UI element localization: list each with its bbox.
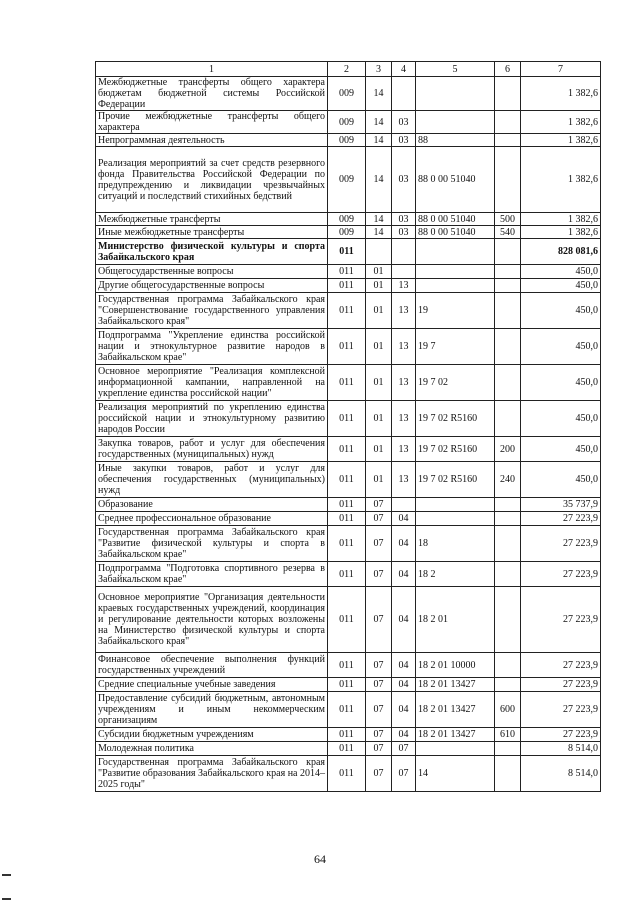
row-expense-type-cell <box>495 562 521 587</box>
row-expense-type-cell <box>495 678 521 692</box>
row-section-cell: 14 <box>366 226 392 239</box>
row-name-cell: Другие общегосударственные вопросы <box>96 279 328 293</box>
table-row <box>96 692 601 728</box>
row-name-cell: Министерство физической культуры и спорта Забайкальского края <box>96 239 328 265</box>
table-row <box>96 498 601 512</box>
row-name-cell: Государственная программа Забайкальского края "Совершенствование государственного управления Забайкальского края" <box>96 293 328 329</box>
row-amount-cell: 1 382,6 <box>521 77 601 111</box>
row-target-article-cell: 18 2 01 13427 <box>416 728 495 742</box>
binding-mark <box>2 874 11 876</box>
row-ministry-code-cell: 011 <box>328 329 366 365</box>
row-name-cell: Среднее профессиональное образование <box>96 512 328 526</box>
table-row <box>96 265 601 279</box>
row-subsection-cell <box>392 498 416 512</box>
row-amount-cell: 27 223,9 <box>521 562 601 587</box>
table-row <box>96 213 601 226</box>
row-section-cell: 14 <box>366 134 392 147</box>
row-name-cell: Образование <box>96 498 328 512</box>
column-header: 7 <box>521 62 601 77</box>
row-subsection-cell: 04 <box>392 562 416 587</box>
row-target-article-cell: 14 <box>416 756 495 792</box>
table-row <box>96 728 601 742</box>
table-row <box>96 279 601 293</box>
row-subsection-cell: 04 <box>392 512 416 526</box>
row-section-cell: 01 <box>366 293 392 329</box>
row-target-article-cell: 18 2 01 13427 <box>416 678 495 692</box>
row-ministry-code-cell: 009 <box>328 147 366 213</box>
row-section-cell: 01 <box>366 401 392 437</box>
row-expense-type-cell <box>495 742 521 756</box>
row-section-cell: 01 <box>366 265 392 279</box>
row-target-article-cell: 18 2 01 13427 <box>416 692 495 728</box>
row-amount-cell: 27 223,9 <box>521 692 601 728</box>
row-ministry-code-cell: 011 <box>328 678 366 692</box>
row-subsection-cell: 04 <box>392 587 416 653</box>
row-target-article-cell <box>416 111 495 134</box>
row-name-cell: Межбюджетные трансферты <box>96 213 328 226</box>
row-amount-cell: 450,0 <box>521 293 601 329</box>
row-name-cell: Реализация мероприятий за счет средств резервного фонда Правительства Российской Федерации по предупреждению и ликвидации чрезвычайных ситуаций и последствий стихийных бедствий <box>96 147 328 213</box>
row-name-cell: Прочие межбюджетные трансферты общего характера <box>96 111 328 134</box>
row-name-cell: Иные закупки товаров, работ и услуг для обеспечения государственных (муниципальных) нужд <box>96 462 328 498</box>
table-row <box>96 239 601 265</box>
row-subsection-cell <box>392 239 416 265</box>
row-expense-type-cell: 240 <box>495 462 521 498</box>
row-subsection-cell: 13 <box>392 437 416 462</box>
row-name-cell: Молодежная политика <box>96 742 328 756</box>
budget-table <box>95 61 601 792</box>
row-subsection-cell: 03 <box>392 226 416 239</box>
row-subsection-cell: 03 <box>392 213 416 226</box>
row-expense-type-cell <box>495 111 521 134</box>
row-expense-type-cell <box>495 279 521 293</box>
row-subsection-cell: 13 <box>392 365 416 401</box>
row-section-cell: 14 <box>366 147 392 213</box>
row-subsection-cell: 13 <box>392 329 416 365</box>
row-target-article-cell: 19 7 02 R5160 <box>416 462 495 498</box>
row-amount-cell: 450,0 <box>521 279 601 293</box>
row-target-article-cell <box>416 265 495 279</box>
row-ministry-code-cell: 011 <box>328 462 366 498</box>
row-subsection-cell: 13 <box>392 401 416 437</box>
row-amount-cell: 8 514,0 <box>521 756 601 792</box>
row-expense-type-cell <box>495 77 521 111</box>
row-subsection-cell: 04 <box>392 678 416 692</box>
row-subsection-cell <box>392 265 416 279</box>
row-ministry-code-cell: 011 <box>328 728 366 742</box>
row-section-cell: 07 <box>366 587 392 653</box>
row-section-cell: 07 <box>366 742 392 756</box>
table-row <box>96 437 601 462</box>
row-ministry-code-cell: 011 <box>328 692 366 728</box>
row-section-cell: 01 <box>366 279 392 293</box>
row-name-cell: Иные межбюджетные трансферты <box>96 226 328 239</box>
row-expense-type-cell <box>495 401 521 437</box>
row-section-cell: 07 <box>366 653 392 678</box>
row-section-cell: 07 <box>366 692 392 728</box>
row-ministry-code-cell: 011 <box>328 239 366 265</box>
row-target-article-cell <box>416 77 495 111</box>
row-target-article-cell <box>416 239 495 265</box>
row-ministry-code-cell: 011 <box>328 279 366 293</box>
row-amount-cell: 1 382,6 <box>521 226 601 239</box>
row-target-article-cell: 88 <box>416 134 495 147</box>
row-amount-cell: 450,0 <box>521 437 601 462</box>
row-ministry-code-cell: 011 <box>328 437 366 462</box>
row-ministry-code-cell: 011 <box>328 365 366 401</box>
row-ministry-code-cell: 011 <box>328 265 366 279</box>
row-name-cell: Общегосударственные вопросы <box>96 265 328 279</box>
row-section-cell: 14 <box>366 77 392 111</box>
row-amount-cell: 27 223,9 <box>521 653 601 678</box>
table-row <box>96 401 601 437</box>
row-name-cell: Государственная программа Забайкальского края "Развитие физической культуры и спорта в Забайкальском крае" <box>96 526 328 562</box>
row-subsection-cell: 07 <box>392 756 416 792</box>
row-ministry-code-cell: 009 <box>328 226 366 239</box>
row-target-article-cell <box>416 512 495 526</box>
row-expense-type-cell <box>495 512 521 526</box>
row-section-cell: 07 <box>366 728 392 742</box>
row-name-cell: Подпрограмма "Подготовка спортивного резерва в Забайкальском крае" <box>96 562 328 587</box>
row-ministry-code-cell: 011 <box>328 401 366 437</box>
row-ministry-code-cell: 011 <box>328 498 366 512</box>
row-expense-type-cell <box>495 756 521 792</box>
column-header: 3 <box>366 62 392 77</box>
table-row <box>96 365 601 401</box>
table-row <box>96 329 601 365</box>
row-ministry-code-cell: 011 <box>328 653 366 678</box>
row-amount-cell: 8 514,0 <box>521 742 601 756</box>
column-header: 6 <box>495 62 521 77</box>
row-ministry-code-cell: 011 <box>328 512 366 526</box>
row-section-cell: 07 <box>366 756 392 792</box>
row-name-cell: Субсидии бюджетным учреждениям <box>96 728 328 742</box>
row-subsection-cell: 04 <box>392 728 416 742</box>
table-row <box>96 653 601 678</box>
row-amount-cell: 1 382,6 <box>521 111 601 134</box>
row-section-cell: 07 <box>366 526 392 562</box>
row-expense-type-cell <box>495 526 521 562</box>
table-row <box>96 77 601 111</box>
row-ministry-code-cell: 011 <box>328 526 366 562</box>
table-row <box>96 134 601 147</box>
table-row <box>96 526 601 562</box>
row-amount-cell: 450,0 <box>521 365 601 401</box>
row-target-article-cell <box>416 742 495 756</box>
row-target-article-cell: 19 <box>416 293 495 329</box>
row-subsection-cell: 13 <box>392 462 416 498</box>
row-name-cell: Непрограммная деятельность <box>96 134 328 147</box>
row-ministry-code-cell: 011 <box>328 293 366 329</box>
row-name-cell: Подпрограмма "Укрепление единства российской нации и этнокультурное развитие народов в Забайкальском крае" <box>96 329 328 365</box>
row-ministry-code-cell: 011 <box>328 742 366 756</box>
row-amount-cell: 27 223,9 <box>521 526 601 562</box>
row-amount-cell: 1 382,6 <box>521 213 601 226</box>
row-name-cell: Финансовое обеспечение выполнения функций государственных учреждений <box>96 653 328 678</box>
row-subsection-cell <box>392 77 416 111</box>
row-name-cell: Предоставление субсидий бюджетным, автономным учреждениям и иным некоммерческим организациям <box>96 692 328 728</box>
row-target-article-cell: 18 <box>416 526 495 562</box>
row-subsection-cell: 04 <box>392 526 416 562</box>
row-section-cell: 14 <box>366 111 392 134</box>
table-row <box>96 147 601 213</box>
row-subsection-cell: 13 <box>392 279 416 293</box>
row-amount-cell: 1 382,6 <box>521 134 601 147</box>
row-expense-type-cell <box>495 329 521 365</box>
row-expense-type-cell: 500 <box>495 213 521 226</box>
row-expense-type-cell <box>495 293 521 329</box>
table-row <box>96 678 601 692</box>
binding-mark <box>2 898 11 900</box>
row-expense-type-cell: 610 <box>495 728 521 742</box>
row-section-cell: 07 <box>366 512 392 526</box>
row-section-cell <box>366 239 392 265</box>
row-amount-cell: 35 737,9 <box>521 498 601 512</box>
row-target-article-cell: 18 2 01 <box>416 587 495 653</box>
row-target-article-cell: 88 0 00 51040 <box>416 226 495 239</box>
row-expense-type-cell: 600 <box>495 692 521 728</box>
row-name-cell: Государственная программа Забайкальского края "Развитие образования Забайкальского края на 2014–2025 годы" <box>96 756 328 792</box>
table-row <box>96 293 601 329</box>
row-expense-type-cell <box>495 653 521 678</box>
table-row <box>96 226 601 239</box>
row-ministry-code-cell: 009 <box>328 77 366 111</box>
row-expense-type-cell: 540 <box>495 226 521 239</box>
row-target-article-cell: 19 7 02 R5160 <box>416 437 495 462</box>
row-expense-type-cell: 200 <box>495 437 521 462</box>
row-subsection-cell: 04 <box>392 653 416 678</box>
row-ministry-code-cell: 009 <box>328 213 366 226</box>
row-target-article-cell <box>416 498 495 512</box>
row-target-article-cell: 18 2 01 10000 <box>416 653 495 678</box>
row-ministry-code-cell: 009 <box>328 111 366 134</box>
row-section-cell: 01 <box>366 437 392 462</box>
row-name-cell: Основное мероприятие "Организация деятельности краевых государственных учреждений, координация и регулирование деятельности которых возложены на Министерство физической культуры и спорта Забайкальского края" <box>96 587 328 653</box>
row-amount-cell: 27 223,9 <box>521 587 601 653</box>
row-subsection-cell: 03 <box>392 134 416 147</box>
row-section-cell: 07 <box>366 678 392 692</box>
row-amount-cell: 450,0 <box>521 401 601 437</box>
row-expense-type-cell <box>495 265 521 279</box>
row-expense-type-cell <box>495 498 521 512</box>
row-section-cell: 07 <box>366 562 392 587</box>
row-amount-cell: 450,0 <box>521 462 601 498</box>
page-number: 64 <box>314 852 326 866</box>
row-expense-type-cell <box>495 147 521 213</box>
row-expense-type-cell <box>495 239 521 265</box>
column-header: 4 <box>392 62 416 77</box>
row-subsection-cell: 07 <box>392 742 416 756</box>
table-row <box>96 756 601 792</box>
row-target-article-cell: 88 0 00 51040 <box>416 147 495 213</box>
row-amount-cell: 27 223,9 <box>521 512 601 526</box>
row-name-cell: Закупка товаров, работ и услуг для обеспечения государственных (муниципальных) нужд <box>96 437 328 462</box>
row-section-cell: 01 <box>366 365 392 401</box>
row-expense-type-cell <box>495 134 521 147</box>
row-ministry-code-cell: 011 <box>328 587 366 653</box>
row-subsection-cell: 13 <box>392 293 416 329</box>
table-row <box>96 512 601 526</box>
column-header: 5 <box>416 62 495 77</box>
column-header: 1 <box>96 62 328 77</box>
table-row <box>96 111 601 134</box>
row-amount-cell: 27 223,9 <box>521 678 601 692</box>
table-row <box>96 742 601 756</box>
row-subsection-cell: 03 <box>392 147 416 213</box>
row-subsection-cell: 04 <box>392 692 416 728</box>
row-amount-cell: 27 223,9 <box>521 728 601 742</box>
row-section-cell: 14 <box>366 213 392 226</box>
row-name-cell: Основное мероприятие "Реализация комплексной информационной кампании, направленной на укрепление единства российской нации" <box>96 365 328 401</box>
row-target-article-cell <box>416 279 495 293</box>
row-ministry-code-cell: 009 <box>328 134 366 147</box>
row-target-article-cell: 19 7 02 <box>416 365 495 401</box>
column-header: 2 <box>328 62 366 77</box>
row-expense-type-cell <box>495 365 521 401</box>
row-target-article-cell: 19 7 <box>416 329 495 365</box>
row-amount-cell: 450,0 <box>521 329 601 365</box>
row-amount-cell: 828 081,6 <box>521 239 601 265</box>
row-amount-cell: 450,0 <box>521 265 601 279</box>
table-header-row <box>96 62 601 77</box>
table-row <box>96 562 601 587</box>
row-ministry-code-cell: 011 <box>328 562 366 587</box>
row-target-article-cell: 19 7 02 R5160 <box>416 401 495 437</box>
row-section-cell: 07 <box>366 498 392 512</box>
row-section-cell: 01 <box>366 462 392 498</box>
row-target-article-cell: 18 2 <box>416 562 495 587</box>
row-ministry-code-cell: 011 <box>328 756 366 792</box>
row-name-cell: Средние специальные учебные заведения <box>96 678 328 692</box>
row-amount-cell: 1 382,6 <box>521 147 601 213</box>
row-expense-type-cell <box>495 587 521 653</box>
budget-table-container <box>95 61 600 792</box>
row-target-article-cell: 88 0 00 51040 <box>416 213 495 226</box>
row-name-cell: Реализация мероприятий по укреплению единства российской нации и этнокультурному развитию народов России <box>96 401 328 437</box>
row-subsection-cell: 03 <box>392 111 416 134</box>
table-body <box>96 77 601 792</box>
row-section-cell: 01 <box>366 329 392 365</box>
table-row <box>96 587 601 653</box>
row-name-cell: Межбюджетные трансферты общего характера бюджетам бюджетной системы Российской Федерации <box>96 77 328 111</box>
table-row <box>96 462 601 498</box>
